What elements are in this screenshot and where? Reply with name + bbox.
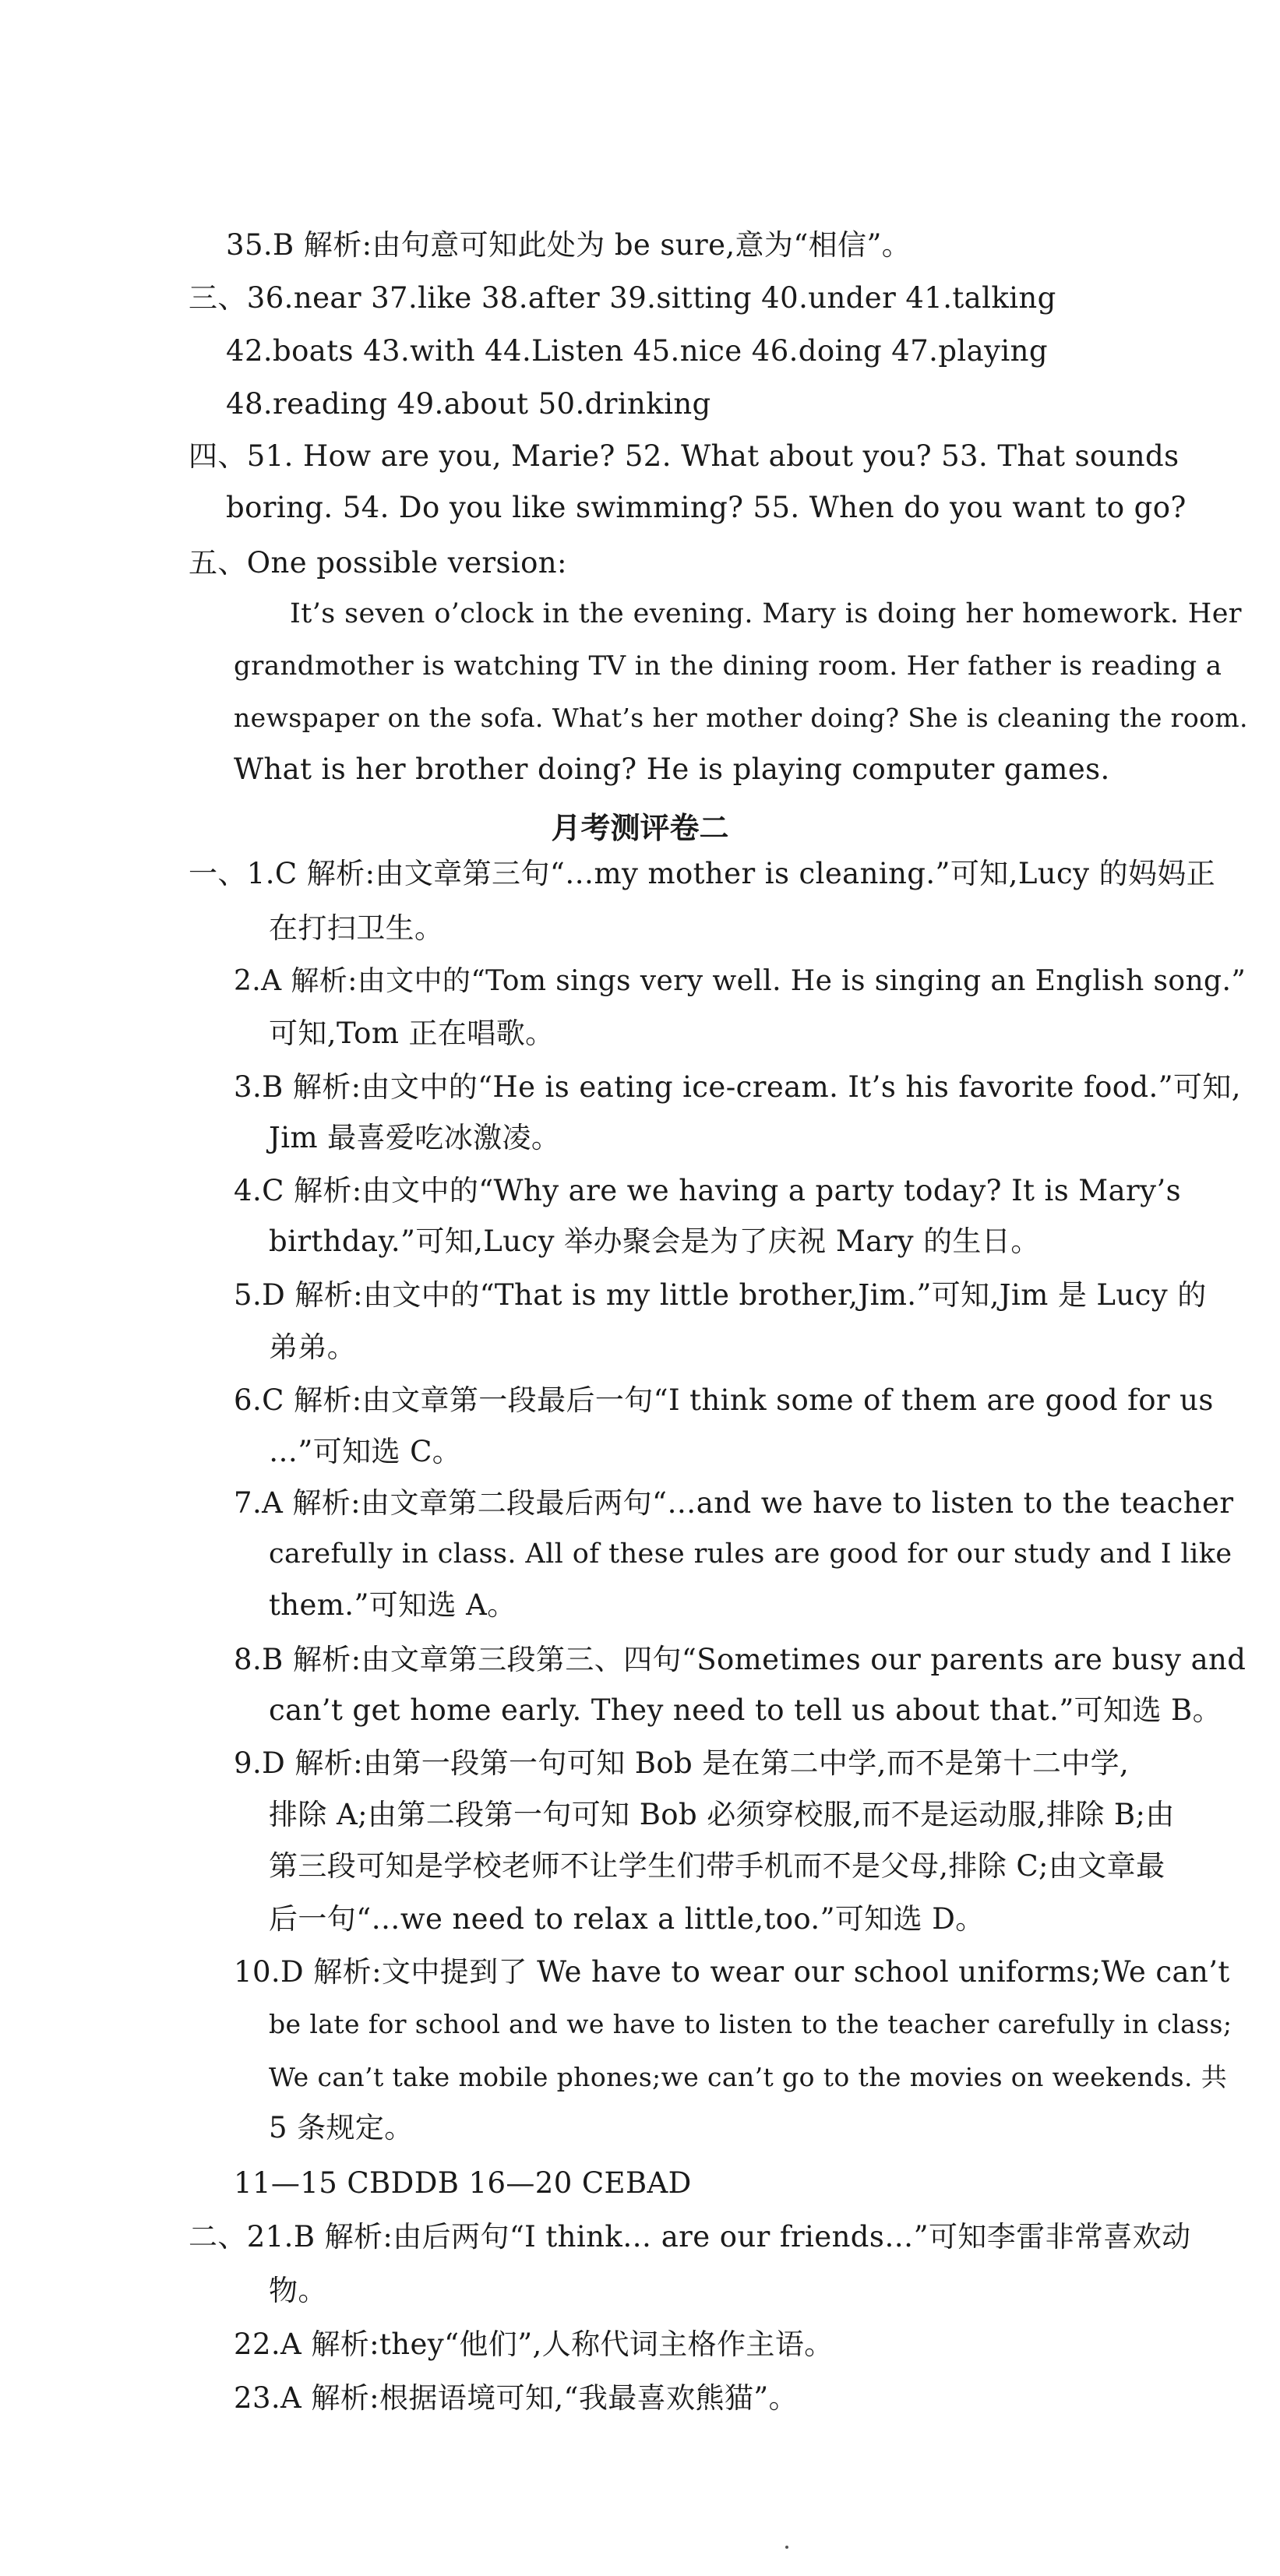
answer-line: 2.A 解析:由文中的“Tom sings very well. He is singing an English song.” [234,965,1247,997]
answer-line: 可知,Tom 正在唱歌。 [269,1017,555,1050]
answer-line: 42.boats 43.with 44.Listen 45.nice 46.doing 47.playing [226,334,1048,368]
answer-line: 排除 A;由第二段第一句可知 Bob 必须穿校服,而不是运动服,排除 B;由 [269,1798,1175,1831]
answer-line: 22.A 解析:they“他们”,人称代词主格作主语。 [234,2328,834,2361]
answer-line: We can’t take mobile phones;we can’t go to the movies on weekends. 共 [269,2062,1228,2092]
answer-line: 35.B 解析:由句意可知此处为 be sure,意为“相信”。 [226,228,912,262]
composition-line: grandmother is watching TV in the dining room. Her father is reading a [234,650,1222,682]
answer-line: birthday.”可知,Lucy 举办聚会是为了庆祝 Mary 的生日。 [269,1225,1040,1258]
answer-line: 五、One possible version: [189,546,567,580]
answer-line: can’t get home early. They need to tell us about that.”可知选 B。 [269,1693,1222,1727]
section-title: 月考测评卷二 [551,811,729,845]
composition-line: What is her brother doing? He is playing computer games. [234,752,1110,786]
answer-line: 48.reading 49.about 50.drinking [226,387,711,421]
answer-line: boring. 54. Do you like swimming? 55. When do you want to go? [226,491,1187,524]
answer-line: 3.B 解析:由文中的“He is eating ice-cream. It’s his favorite food.”可知, [234,1070,1241,1104]
answer-line: 一、1.C 解析:由文章第三句“…my mother is cleaning.”可知,Lucy 的妈妈正 [189,857,1216,890]
print-speck [785,2546,788,2549]
answer-line: 5.D 解析:由文中的“That is my little brother,Jim.”可知,Jim 是 Lucy 的 [234,1278,1207,1312]
answer-line: 10.D 解析:文中提到了 We have to wear our school uniforms;We can’t [234,1955,1230,1989]
answer-line: …”可知选 C。 [269,1435,462,1468]
composition-line: newspaper on the sofa. What’s her mother doing? She is cleaning the room. [234,703,1248,733]
answer-line: Jim 最喜爱吃冰激凌。 [269,1121,561,1154]
answer-line: 四、51. How are you, Marie? 52. What about you? 53. That sounds [189,439,1180,473]
answer-line: 5 条规定。 [269,2111,414,2144]
answer-line: 23.A 解析:根据语境可知,“我最喜欢熊猫”。 [234,2381,798,2415]
answer-line: 9.D 解析:由第一段第一句可知 Bob 是在第二中学,而不是第十二中学, [234,1746,1130,1780]
answer-line: carefully in class. All of these rules are good for our study and I like [269,1538,1232,1570]
answer-line: 第三段可知是学校老师不让学生们带手机而不是父母,排除 C;由文章最 [269,1849,1165,1883]
answer-line: 4.C 解析:由文中的“Why are we having a party today? It is Mary’s [234,1174,1181,1207]
answer-line: 后一句“…we need to relax a little,too.”可知选 D。 [269,1902,985,1936]
answer-line: be late for school and we have to listen to the teacher carefully in class; [269,2009,1232,2039]
answer-line: 7.A 解析:由文章第二段最后两句“…and we have to listen to the teacher [234,1486,1234,1520]
answer-line: 物。 [269,2274,327,2307]
answer-line: 6.C 解析:由文章第一段最后一句“I think some of them are good for us [234,1383,1214,1417]
answer-line: 在打扫卫生。 [269,911,444,945]
answer-line: 三、36.near 37.like 38.after 39.sitting 40.under 41.talking [189,281,1056,315]
answer-line: 11—15 CBDDB 16—20 CEBAD [234,2166,692,2200]
answer-line: them.”可知选 A。 [269,1588,517,1622]
answer-line: 8.B 解析:由文章第三段第三、四句“Sometimes our parents are busy and [234,1643,1247,1676]
answer-line: 弟弟。 [269,1330,357,1364]
composition-line: It’s seven o’clock in the evening. Mary is doing her homework. Her [290,598,1242,629]
answer-line: 二、21.B 解析:由后两句“I think… are our friends…”可知李雷非常喜欢动 [189,2220,1191,2254]
